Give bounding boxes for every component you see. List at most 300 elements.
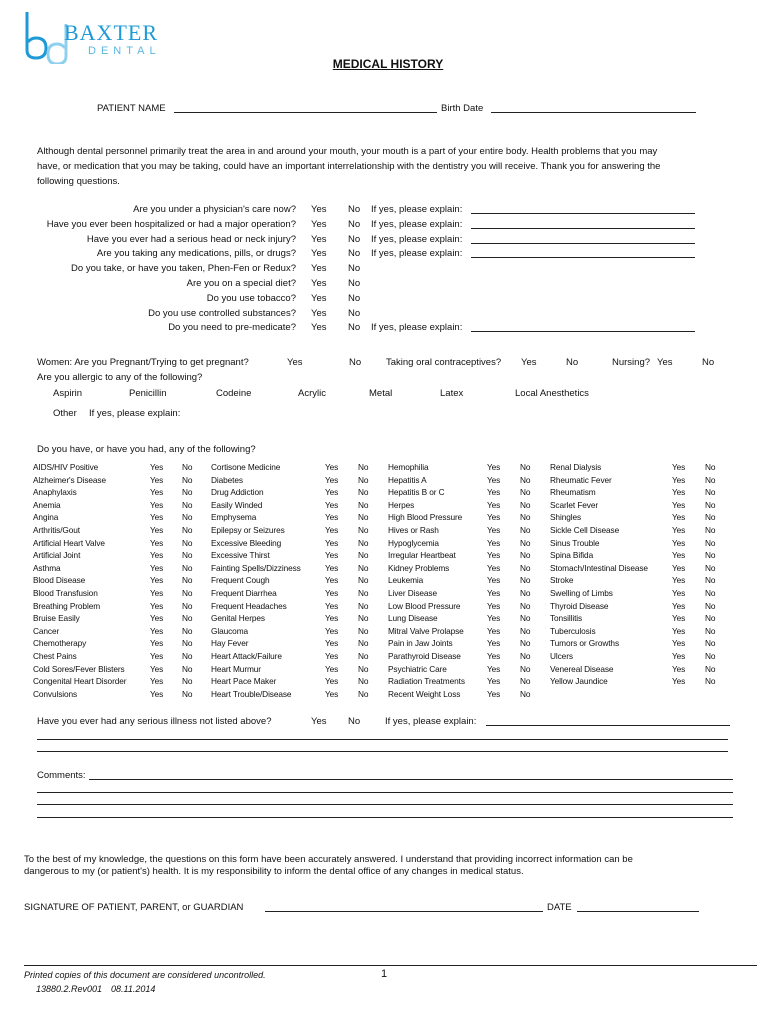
- conditions-question: Do you have, or have you had, any of the following?: [37, 444, 256, 455]
- condition-yes[interactable]: Yes: [672, 562, 686, 573]
- allergy-metal[interactable]: Metal: [369, 388, 393, 399]
- condition-yes[interactable]: Yes: [150, 487, 164, 498]
- condition-yes[interactable]: Yes: [325, 600, 339, 611]
- question-yes[interactable]: Yes: [311, 307, 327, 319]
- question-explain-label: If yes, please explain:: [371, 204, 463, 215]
- condition-yes[interactable]: Yes: [487, 638, 501, 649]
- condition-yes[interactable]: Yes: [325, 651, 339, 661]
- serious-no[interactable]: No: [348, 716, 361, 727]
- condition-yes[interactable]: Yes: [487, 651, 501, 661]
- condition-yes[interactable]: Yes: [672, 575, 686, 586]
- comments-line-1[interactable]: [89, 779, 733, 780]
- condition-no[interactable]: No: [520, 625, 531, 636]
- logo-brand: BAXTER: [64, 20, 158, 45]
- condition-yes[interactable]: Yes: [487, 688, 501, 699]
- condition-yes[interactable]: Yes: [325, 512, 339, 523]
- condition-yes[interactable]: Yes: [487, 550, 501, 561]
- condition-no[interactable]: No: [182, 550, 193, 561]
- condition-item: Easily Winded: [211, 499, 263, 510]
- condition-yes[interactable]: Yes: [325, 613, 339, 624]
- condition-yes[interactable]: Yes: [672, 512, 686, 523]
- condition-item: Rheumatic Fever: [550, 474, 612, 485]
- condition-yes[interactable]: Yes: [325, 588, 339, 598]
- condition-yes[interactable]: Yes: [325, 525, 339, 535]
- condition-no[interactable]: No: [520, 487, 531, 498]
- condition-item: Venereal Disease: [550, 663, 614, 674]
- condition-yes[interactable]: Yes: [325, 575, 339, 586]
- intro-line-1: Although dental personnel primarily treat the area in and around your mouth, your mouth is a part of your entire body. Health problems that you may: [37, 146, 658, 157]
- condition-item: Frequent Diarrhea: [211, 588, 277, 598]
- condition-item: Blood Transfusion: [33, 588, 98, 598]
- question-no[interactable]: No: [348, 233, 361, 245]
- question-no[interactable]: No: [348, 292, 361, 304]
- condition-no[interactable]: No: [520, 688, 531, 699]
- condition-item: Spina Bifida: [550, 550, 594, 561]
- condition-no[interactable]: No: [520, 588, 531, 598]
- condition-no[interactable]: No: [358, 525, 369, 535]
- condition-yes[interactable]: Yes: [487, 499, 501, 510]
- question-explain-label: If yes, please explain:: [371, 233, 463, 245]
- condition-item: Blood Disease: [33, 575, 86, 586]
- question-label: Are you under a physician's care now?: [133, 204, 296, 215]
- condition-no[interactable]: No: [520, 651, 531, 661]
- intro-line-3: following questions.: [37, 176, 120, 187]
- condition-yes[interactable]: Yes: [325, 676, 339, 687]
- condition-item: Genital Herpes: [211, 613, 265, 624]
- signature-field[interactable]: [265, 911, 543, 912]
- condition-no[interactable]: No: [520, 562, 531, 573]
- condition-no[interactable]: No: [520, 474, 531, 485]
- condition-yes[interactable]: Yes: [672, 462, 686, 472]
- condition-no[interactable]: No: [705, 625, 716, 636]
- condition-yes[interactable]: Yes: [325, 487, 339, 498]
- condition-item: High Blood Pressure: [388, 512, 463, 523]
- logo-sub: DENTAL: [88, 45, 161, 57]
- condition-no[interactable]: No: [358, 487, 369, 498]
- question-no[interactable]: No: [348, 204, 361, 215]
- condition-no[interactable]: No: [182, 474, 193, 485]
- nursing-yes[interactable]: Yes: [657, 357, 673, 368]
- condition-yes[interactable]: Yes: [325, 537, 339, 548]
- condition-yes[interactable]: Yes: [487, 613, 501, 624]
- condition-item: Epilepsy or Seizures: [211, 525, 285, 535]
- question-explain-field[interactable]: [471, 243, 695, 244]
- condition-item: Renal Dialysis: [550, 462, 602, 472]
- condition-yes[interactable]: Yes: [672, 600, 686, 611]
- comments-line-3[interactable]: [37, 804, 733, 805]
- condition-yes[interactable]: Yes: [150, 638, 164, 649]
- question-explain-field[interactable]: [471, 213, 695, 214]
- condition-yes[interactable]: Yes: [672, 537, 686, 548]
- question-explain-label: If yes, please explain:: [371, 322, 463, 334]
- allergy-question: Are you allergic to any of the following?: [37, 372, 203, 383]
- condition-yes[interactable]: Yes: [150, 499, 164, 510]
- condition-no[interactable]: No: [705, 663, 716, 674]
- condition-no[interactable]: No: [520, 600, 531, 611]
- condition-item: Stroke: [550, 575, 574, 586]
- question-no[interactable]: No: [348, 278, 361, 289]
- condition-no[interactable]: No: [182, 651, 193, 661]
- birth-date-label: Birth Date: [441, 103, 484, 114]
- condition-no[interactable]: No: [182, 537, 193, 548]
- condition-item: Artificial Joint: [33, 550, 81, 561]
- condition-no[interactable]: No: [182, 676, 193, 687]
- condition-no[interactable]: No: [358, 625, 369, 636]
- condition-yes[interactable]: Yes: [487, 512, 501, 523]
- serious-line-2[interactable]: [37, 739, 728, 740]
- serious-line-3[interactable]: [37, 751, 728, 752]
- condition-no[interactable]: No: [705, 575, 716, 586]
- question-yes[interactable]: Yes: [311, 248, 327, 260]
- condition-no[interactable]: No: [182, 462, 193, 472]
- condition-yes[interactable]: Yes: [672, 625, 686, 636]
- condition-item: Recent Weight Loss: [388, 688, 461, 699]
- comments-label: Comments:: [37, 770, 86, 781]
- condition-no[interactable]: No: [182, 487, 193, 498]
- condition-item: Sickle Cell Disease: [550, 525, 620, 535]
- condition-item: Low Blood Pressure: [388, 600, 461, 611]
- condition-no[interactable]: No: [182, 663, 193, 674]
- comments-line-4[interactable]: [37, 817, 733, 818]
- allergy-local-anesthetics[interactable]: Local Anesthetics: [515, 388, 589, 399]
- condition-no[interactable]: No: [182, 575, 193, 586]
- condition-item: Bruise Easily: [33, 613, 80, 624]
- condition-no[interactable]: No: [358, 613, 369, 624]
- condition-yes[interactable]: Yes: [672, 487, 686, 498]
- condition-no[interactable]: No: [705, 537, 716, 548]
- condition-yes[interactable]: Yes: [487, 663, 501, 674]
- condition-item: Shingles: [550, 512, 582, 523]
- condition-yes[interactable]: Yes: [672, 638, 686, 649]
- condition-no[interactable]: No: [358, 512, 369, 523]
- condition-yes[interactable]: Yes: [325, 625, 339, 636]
- condition-item: Leukemia: [388, 575, 424, 586]
- condition-no[interactable]: No: [358, 638, 369, 649]
- footer-date: 08.11.2014: [111, 984, 156, 994]
- question-no[interactable]: No: [348, 248, 361, 260]
- patient-name-label: PATIENT NAME: [97, 103, 166, 114]
- condition-no[interactable]: No: [182, 600, 193, 611]
- allergy-other[interactable]: Other: [53, 408, 77, 419]
- condition-no[interactable]: No: [705, 651, 716, 661]
- condition-no[interactable]: No: [520, 499, 531, 510]
- condition-item: Frequent Headaches: [211, 600, 287, 611]
- serious-explain-label: If yes, please explain:: [385, 716, 477, 727]
- condition-yes[interactable]: Yes: [487, 525, 501, 535]
- question-yes[interactable]: Yes: [311, 278, 327, 289]
- condition-item: Anemia: [33, 499, 61, 510]
- condition-item: Cancer: [33, 625, 60, 636]
- contraceptives-yes[interactable]: Yes: [521, 357, 537, 368]
- condition-item: Excessive Thirst: [211, 550, 270, 561]
- condition-yes[interactable]: Yes: [150, 663, 164, 674]
- condition-no[interactable]: No: [358, 600, 369, 611]
- condition-item: Rheumatism: [550, 487, 596, 498]
- question-label: Have you ever been hospitalized or had a major operation?: [46, 218, 296, 230]
- condition-yes[interactable]: Yes: [487, 487, 501, 498]
- allergy-codeine[interactable]: Codeine: [216, 388, 252, 399]
- condition-item: Heart Trouble/Disease: [211, 688, 292, 699]
- allergy-latex[interactable]: Latex: [440, 388, 464, 399]
- condition-no[interactable]: No: [358, 550, 369, 561]
- condition-item: Herpes: [388, 499, 415, 510]
- condition-yes[interactable]: Yes: [325, 474, 339, 485]
- condition-no[interactable]: No: [705, 676, 716, 687]
- condition-yes[interactable]: Yes: [325, 462, 339, 472]
- serious-illness-question: Have you ever had any serious illness not listed above?: [37, 716, 272, 727]
- condition-item: Excessive Bleeding: [211, 537, 282, 548]
- condition-item: Frequent Cough: [211, 575, 270, 586]
- condition-yes[interactable]: Yes: [487, 600, 501, 611]
- condition-item: Arthritis/Gout: [33, 525, 81, 535]
- condition-item: Diabetes: [211, 474, 243, 485]
- condition-yes[interactable]: Yes: [487, 588, 501, 598]
- condition-item: Chemotherapy: [33, 638, 87, 649]
- condition-item: Stomach/Intestinal Disease: [550, 562, 648, 573]
- condition-yes[interactable]: Yes: [487, 676, 501, 687]
- condition-no[interactable]: No: [182, 499, 193, 510]
- condition-no[interactable]: No: [520, 525, 531, 535]
- condition-item: Asthma: [33, 562, 61, 573]
- condition-item: Hepatitis B or C: [388, 487, 445, 498]
- date-field[interactable]: [577, 911, 699, 912]
- condition-no[interactable]: No: [705, 562, 716, 573]
- condition-item: Chest Pains: [33, 651, 77, 661]
- condition-item: Sinus Trouble: [550, 537, 600, 548]
- footer-revision: 13880.2.Rev001: [36, 984, 103, 994]
- condition-yes[interactable]: Yes: [150, 625, 164, 636]
- condition-no[interactable]: No: [182, 688, 193, 699]
- question-explain-field[interactable]: [471, 331, 695, 332]
- condition-yes[interactable]: Yes: [672, 588, 686, 598]
- condition-no[interactable]: No: [358, 462, 369, 472]
- condition-no[interactable]: No: [520, 613, 531, 624]
- condition-no[interactable]: No: [182, 613, 193, 624]
- condition-yes[interactable]: Yes: [325, 550, 339, 561]
- condition-no[interactable]: No: [358, 474, 369, 485]
- condition-item: Alzheimer's Disease: [33, 474, 106, 485]
- condition-no[interactable]: No: [358, 499, 369, 510]
- condition-yes[interactable]: Yes: [487, 474, 501, 485]
- question-label: Are you on a special diet?: [186, 278, 296, 289]
- condition-no[interactable]: No: [705, 638, 716, 649]
- condition-yes[interactable]: Yes: [150, 525, 164, 535]
- condition-no[interactable]: No: [705, 525, 716, 535]
- condition-no[interactable]: No: [520, 512, 531, 523]
- condition-yes[interactable]: Yes: [150, 651, 164, 661]
- condition-yes[interactable]: Yes: [325, 499, 339, 510]
- condition-yes[interactable]: Yes: [487, 562, 501, 573]
- condition-yes[interactable]: Yes: [150, 474, 164, 485]
- serious-explain-field[interactable]: [486, 725, 730, 726]
- signature-label: SIGNATURE OF PATIENT, PARENT, or GUARDIAN: [24, 902, 244, 913]
- condition-no[interactable]: No: [705, 550, 716, 561]
- condition-yes[interactable]: Yes: [150, 512, 164, 523]
- condition-yes[interactable]: Yes: [150, 588, 164, 598]
- condition-item: Glaucoma: [211, 625, 249, 636]
- condition-item: Thyroid Disease: [550, 600, 609, 611]
- condition-yes[interactable]: Yes: [150, 676, 164, 687]
- question-label: Are you taking any medications, pills, or drugs?: [96, 248, 296, 260]
- condition-yes[interactable]: Yes: [150, 613, 164, 624]
- condition-no[interactable]: No: [705, 499, 716, 510]
- patient-name-field[interactable]: [174, 112, 437, 113]
- condition-yes[interactable]: Yes: [150, 462, 164, 472]
- condition-item: Tumors or Growths: [550, 638, 619, 649]
- condition-yes[interactable]: Yes: [150, 575, 164, 586]
- condition-no[interactable]: No: [358, 575, 369, 586]
- question-no[interactable]: No: [348, 307, 361, 319]
- condition-item: Anaphylaxis: [33, 487, 77, 498]
- condition-item: Heart Murmur: [211, 663, 261, 674]
- question-label: Do you take, or have you taken, Phen-Fen or Redux?: [71, 263, 296, 275]
- condition-yes[interactable]: Yes: [672, 550, 686, 561]
- contraceptives-question: Taking oral contraceptives?: [386, 357, 502, 368]
- condition-no[interactable]: No: [358, 588, 369, 598]
- condition-yes[interactable]: Yes: [325, 562, 339, 573]
- condition-yes[interactable]: Yes: [325, 663, 339, 674]
- condition-no[interactable]: No: [358, 688, 369, 699]
- condition-item: Convulsions: [33, 688, 78, 699]
- birth-date-field[interactable]: [491, 112, 696, 113]
- condition-item: Yellow Jaundice: [550, 676, 608, 687]
- condition-item: Scarlet Fever: [550, 499, 599, 510]
- allergy-penicillin[interactable]: Penicillin: [129, 388, 167, 399]
- condition-item: Mitral Valve Prolapse: [388, 625, 464, 636]
- question-no[interactable]: No: [348, 263, 361, 275]
- allergy-acrylic[interactable]: Acrylic: [298, 388, 326, 399]
- condition-no[interactable]: No: [705, 474, 716, 485]
- condition-item: Breathing Problem: [33, 600, 101, 611]
- condition-no[interactable]: No: [520, 676, 531, 687]
- question-explain-label: If yes, please explain:: [371, 248, 463, 260]
- condition-no[interactable]: No: [182, 625, 193, 636]
- condition-yes[interactable]: Yes: [672, 676, 686, 687]
- contraceptives-no[interactable]: No: [566, 357, 579, 368]
- condition-no[interactable]: No: [358, 663, 369, 674]
- condition-item: Lung Disease: [388, 613, 438, 624]
- condition-item: Swelling of Limbs: [550, 588, 613, 598]
- date-label: DATE: [547, 902, 572, 913]
- nursing-no[interactable]: No: [702, 357, 715, 368]
- condition-yes[interactable]: Yes: [325, 688, 339, 699]
- footer-note: Printed copies of this document are considered uncontrolled.: [24, 970, 266, 980]
- statement-line-2: dangerous to my (or patient's) health. It is my responsibility to inform the dental office of any changes in medical status.: [24, 866, 524, 877]
- condition-yes[interactable]: Yes: [325, 638, 339, 649]
- condition-no[interactable]: No: [705, 462, 716, 472]
- condition-item: Parathyroid Disease: [388, 651, 461, 661]
- condition-item: Congenital Heart Disorder: [33, 676, 127, 687]
- condition-item: Hives or Rash: [388, 525, 439, 535]
- condition-item: Emphysema: [211, 512, 257, 523]
- condition-no[interactable]: No: [358, 562, 369, 573]
- condition-no[interactable]: No: [358, 537, 369, 548]
- question-explain-field[interactable]: [471, 257, 695, 258]
- pregnant-no[interactable]: No: [349, 357, 362, 368]
- condition-yes[interactable]: Yes: [150, 562, 164, 573]
- condition-no[interactable]: No: [182, 562, 193, 573]
- question-yes[interactable]: Yes: [311, 233, 327, 245]
- condition-no[interactable]: No: [520, 575, 531, 586]
- question-yes[interactable]: Yes: [311, 204, 327, 215]
- condition-item: Pain in Jaw Joints: [388, 638, 453, 649]
- condition-yes[interactable]: Yes: [487, 462, 501, 472]
- question-yes[interactable]: Yes: [311, 263, 327, 275]
- condition-yes[interactable]: Yes: [672, 651, 686, 661]
- condition-item: Heart Attack/Failure: [211, 651, 282, 661]
- question-explain-label: If yes, please explain:: [371, 218, 463, 230]
- condition-item: Radiation Treatments: [388, 676, 465, 687]
- condition-no[interactable]: No: [520, 638, 531, 649]
- question-yes[interactable]: Yes: [311, 218, 327, 230]
- question-no[interactable]: No: [348, 218, 361, 230]
- comments-line-2[interactable]: [37, 792, 733, 793]
- question-label: Do you need to pre-medicate?: [168, 322, 296, 334]
- condition-item: AIDS/HIV Positive: [33, 462, 99, 472]
- condition-yes[interactable]: Yes: [150, 600, 164, 611]
- condition-yes[interactable]: Yes: [150, 550, 164, 561]
- condition-yes[interactable]: Yes: [672, 613, 686, 624]
- condition-yes[interactable]: Yes: [487, 625, 501, 636]
- condition-yes[interactable]: Yes: [487, 537, 501, 548]
- condition-item: Psychiatric Care: [388, 663, 447, 674]
- pregnant-question: Women: Are you Pregnant/Trying to get pregnant?: [37, 357, 249, 368]
- condition-no[interactable]: No: [705, 487, 716, 498]
- question-explain-field[interactable]: [471, 228, 695, 229]
- statement-line-1: To the best of my knowledge, the questions on this form have been accurately answered. I understand that providing incorrect information can be: [24, 854, 633, 865]
- condition-item: Ulcers: [550, 651, 573, 661]
- condition-yes[interactable]: Yes: [150, 537, 164, 548]
- condition-no[interactable]: No: [182, 588, 193, 598]
- page-number: 1: [381, 968, 388, 980]
- question-yes[interactable]: Yes: [311, 322, 327, 334]
- condition-no[interactable]: No: [182, 638, 193, 649]
- condition-no[interactable]: No: [520, 537, 531, 548]
- condition-item: Fainting Spells/Dizziness: [211, 562, 301, 573]
- condition-yes[interactable]: Yes: [672, 663, 686, 674]
- condition-yes[interactable]: Yes: [672, 525, 686, 535]
- question-yes[interactable]: Yes: [311, 292, 327, 304]
- condition-no[interactable]: No: [358, 676, 369, 687]
- allergy-aspirin[interactable]: Aspirin: [53, 388, 83, 399]
- condition-no[interactable]: No: [705, 588, 716, 598]
- condition-no[interactable]: No: [705, 613, 716, 624]
- condition-yes[interactable]: Yes: [150, 688, 164, 699]
- condition-yes[interactable]: Yes: [672, 474, 686, 485]
- condition-no[interactable]: No: [705, 600, 716, 611]
- condition-no[interactable]: No: [520, 462, 531, 472]
- condition-item: Tonsillitis: [550, 613, 583, 624]
- condition-no[interactable]: No: [358, 651, 369, 661]
- condition-item: Heart Pace Maker: [211, 676, 277, 687]
- pregnant-yes[interactable]: Yes: [287, 357, 303, 368]
- footer-rule: [24, 965, 757, 966]
- condition-yes[interactable]: Yes: [672, 499, 686, 510]
- condition-no[interactable]: No: [182, 512, 193, 523]
- condition-no[interactable]: No: [705, 512, 716, 523]
- condition-yes[interactable]: Yes: [487, 575, 501, 586]
- condition-no[interactable]: No: [182, 525, 193, 535]
- condition-no[interactable]: No: [520, 550, 531, 561]
- intro-line-2: have, or medication that you may be taking, could have an important interrelationship with the dentistry you will receive. Thank you for answering the: [37, 161, 661, 172]
- condition-item: Tuberculosis: [550, 625, 596, 636]
- condition-item: Hemophilia: [388, 462, 429, 472]
- condition-item: Hepatitis A: [388, 474, 427, 485]
- serious-yes[interactable]: Yes: [311, 716, 327, 727]
- condition-item: Irregular Heartbeat: [388, 550, 456, 561]
- condition-no[interactable]: No: [520, 663, 531, 674]
- question-no[interactable]: No: [348, 322, 361, 334]
